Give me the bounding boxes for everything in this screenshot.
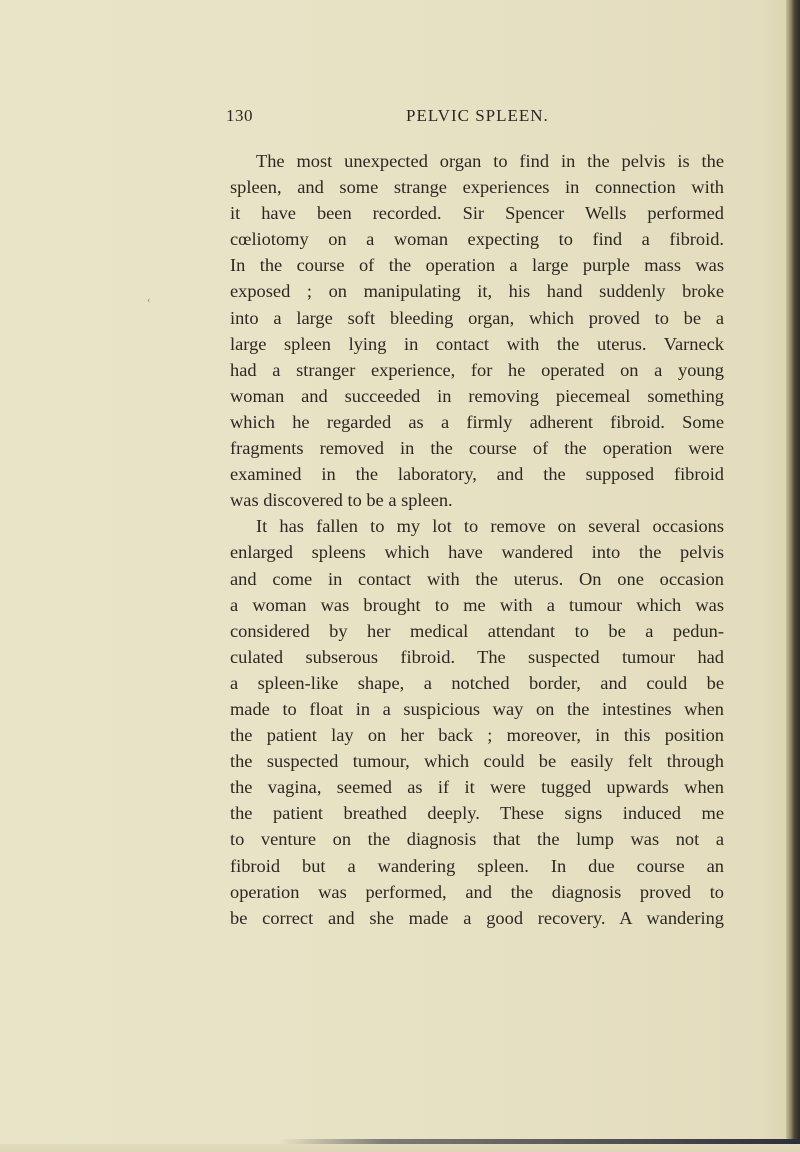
text-line: a woman was brought to me with a tumour which was bbox=[230, 594, 724, 615]
text-line: was discovered to be a spleen. bbox=[230, 490, 453, 511]
text-line: had a stranger experience, for he operated on a young bbox=[230, 359, 724, 380]
body-text bbox=[230, 148, 724, 931]
text-line: fibroid but a wandering spleen. In due course an bbox=[230, 855, 724, 876]
text-line: the suspected tumour, which could be easily felt through bbox=[230, 751, 724, 772]
page-header bbox=[226, 106, 786, 130]
margin-mark: ‹ bbox=[147, 295, 151, 306]
page-bottom-margin bbox=[0, 1144, 800, 1152]
text-line: fragments removed in the course of the operation were bbox=[230, 438, 724, 459]
text-line: The most unexpected organ to find in the pelvis is the bbox=[256, 151, 724, 171]
text-line: enlarged spleens which have wandered into the pelvis bbox=[230, 542, 724, 563]
text-line: the patient lay on her back ; moreover, in this position bbox=[230, 725, 724, 746]
text-line: it have been recorded. Sir Spencer Wells performed bbox=[230, 203, 724, 224]
page-number: 130 bbox=[226, 106, 253, 125]
text-line: a spleen-like shape, a notched border, and could be bbox=[230, 672, 724, 693]
page-bottom-shadow bbox=[280, 1139, 800, 1144]
text-line: be correct and she made a good recovery. A wandering bbox=[230, 907, 724, 928]
text-line: and come in contact with the uterus. On one occasion bbox=[230, 568, 724, 589]
text-line: to venture on the diagnosis that the lump was not a bbox=[230, 829, 724, 850]
book-spine-edge bbox=[786, 0, 800, 1152]
text-line: cœliotomy on a woman expecting to find a fibroid. bbox=[230, 229, 724, 250]
text-line: In the course of the operation a large purple mass was bbox=[230, 255, 724, 276]
text-line: the vagina, seemed as if it were tugged upwards when bbox=[230, 777, 724, 798]
text-line: woman and succeeded in removing piecemeal something bbox=[230, 385, 724, 406]
text-line: culated subserous fibroid. The suspected tumour had bbox=[230, 646, 724, 667]
text-line: exposed ; on manipulating it, his hand suddenly broke bbox=[230, 281, 724, 302]
running-head: PELVIC SPLEEN. bbox=[406, 106, 549, 125]
text-line: made to float in a suspicious way on the intestines when bbox=[230, 698, 724, 719]
text-line: considered by her medical attendant to be a pedun- bbox=[230, 620, 724, 641]
text-line: It has fallen to my lot to remove on several occasions bbox=[256, 516, 724, 537]
text-line: into a large soft bleeding organ, which proved to be a bbox=[230, 307, 724, 328]
text-line: spleen, and some strange experiences in connection with bbox=[230, 177, 724, 198]
text-line: large spleen lying in contact with the uterus. Varneck bbox=[230, 333, 724, 354]
text-line: operation was performed, and the diagnosis proved to bbox=[230, 881, 724, 902]
text-line: which he regarded as a firmly adherent fibroid. Some bbox=[230, 411, 724, 432]
text-line: the patient breathed deeply. These signs induced me bbox=[230, 803, 724, 824]
text-line: examined in the laboratory, and the supposed fibroid bbox=[230, 464, 724, 485]
